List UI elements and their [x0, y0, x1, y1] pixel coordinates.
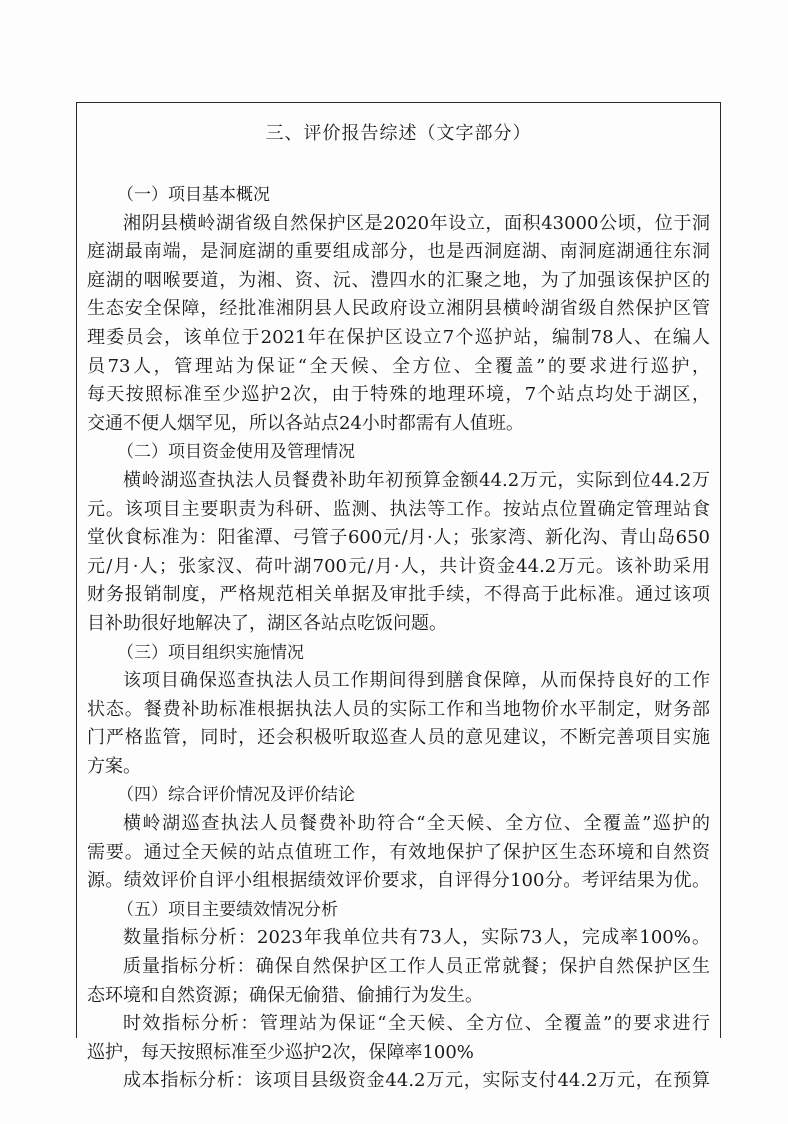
body-text-line: 态环境和自然资源；确保无偷猎、偷捕行为发生。: [87, 984, 483, 1006]
report-frame: [76, 102, 721, 1092]
body-text-line: 元/月·人；张家汊、荷叶湖700元/月·人，共计资金44.2万元。该补助采用: [87, 555, 710, 577]
body-text-line: 该项目确保巡查执法人员工作期间得到膳食保障，从而保持良好的工作: [123, 670, 710, 692]
body-text-line: 横岭湖巡查执法人员餐费补助年初预算金额44.2万元，实际到位44.2万: [123, 469, 710, 491]
body-text-line: 理委员会，该单位于2021年在保护区设立7个巡护站，编制78人、在编人: [87, 326, 710, 348]
body-text-line: 方案。: [87, 755, 141, 777]
section-heading: （三）项目组织实施情况: [117, 642, 304, 663]
section-heading: （五）项目主要绩效情况分析: [117, 899, 338, 920]
section-heading: （二）项目资金使用及管理情况: [117, 442, 355, 463]
body-text-line: 财务报销制度，严格规范相关单据及审批手续，不得高于此标准。通过该项: [87, 584, 710, 606]
body-text-line: 源。绩效评价自评小组根据绩效评价要求，自评得分100分。考评结果为优。: [87, 870, 710, 892]
body-text-line: 每天按照标准至少巡护2次，由于特殊的地理环境，7个站点均处于湖区，: [87, 384, 710, 406]
body-text-line: 数量指标分析：2023年我单位共有73人，实际73人，完成率100%。: [123, 927, 710, 949]
body-text-line: 需要。通过全天候的站点值班工作，有效地保护了保护区生态环境和自然资: [87, 841, 710, 863]
body-text-line: 时效指标分析：管理站为保证“全天候、全方位、全覆盖”的要求进行: [123, 1013, 710, 1035]
body-text-line: 生态安全保障，经批准湘阴县人民政府设立湘阴县横岭湖省级自然保护区管: [87, 298, 710, 320]
body-text-line: 堂伙食标准为：阳雀潭、弓管子600元/月·人；张家湾、新化沟、青山岛650: [87, 527, 710, 549]
body-text-line: 庭湖的咽喉要道，为湘、资、沅、澧四水的汇聚之地，为了加强该保护区的: [87, 269, 710, 291]
body-text-line: 巡护，每天按照标准至少巡护2次，保障率100%: [87, 1041, 474, 1063]
body-text-line: 员73人，管理站为保证“全天候、全方位、全覆盖”的要求进行巡护，: [87, 355, 710, 377]
body-text-line: 元。该项目主要职责为科研、监测、执法等工作。按站点位置确定管理站食: [87, 498, 710, 520]
report-body: [77, 181, 720, 1096]
body-text-line: 质量指标分析：确保自然保护区工作人员正常就餐；保护自然保护区生: [123, 956, 710, 978]
body-text-line: 成本指标分析：该项目县级资金44.2万元，实际支付44.2万元，在预算: [123, 1070, 710, 1092]
body-text-line: 交通不便人烟罕见，所以各站点24小时都需有人值班。: [87, 412, 524, 434]
body-text-line: 庭湖最南端，是洞庭湖的重要组成部分，也是西洞庭湖、南洞庭湖通往东洞: [87, 241, 710, 263]
body-text-line: 横岭湖巡查执法人员餐费补助符合“全天候、全方位、全覆盖”巡护的: [123, 813, 710, 835]
body-text-line: 目补助很好地解决了，湖区各站点吃饭问题。: [87, 612, 447, 634]
section-title: 三、评价报告综述（文字部分）: [265, 123, 532, 144]
body-text-line: 门严格监管，同时，还会积极听取巡查人员的意见建议，不断完善项目实施: [87, 727, 710, 749]
section-heading: （四）综合评价情况及评价结论: [117, 785, 355, 806]
body-text-line: 状态。餐费补助标准根据执法人员的实际工作和当地物价水平制定，财务部: [87, 698, 710, 720]
section-heading: （一）项目基本概况: [117, 185, 270, 205]
body-text-line: 湘阴县横岭湖省级自然保护区是2020年设立，面积43000公顷，位于洞: [123, 212, 710, 234]
